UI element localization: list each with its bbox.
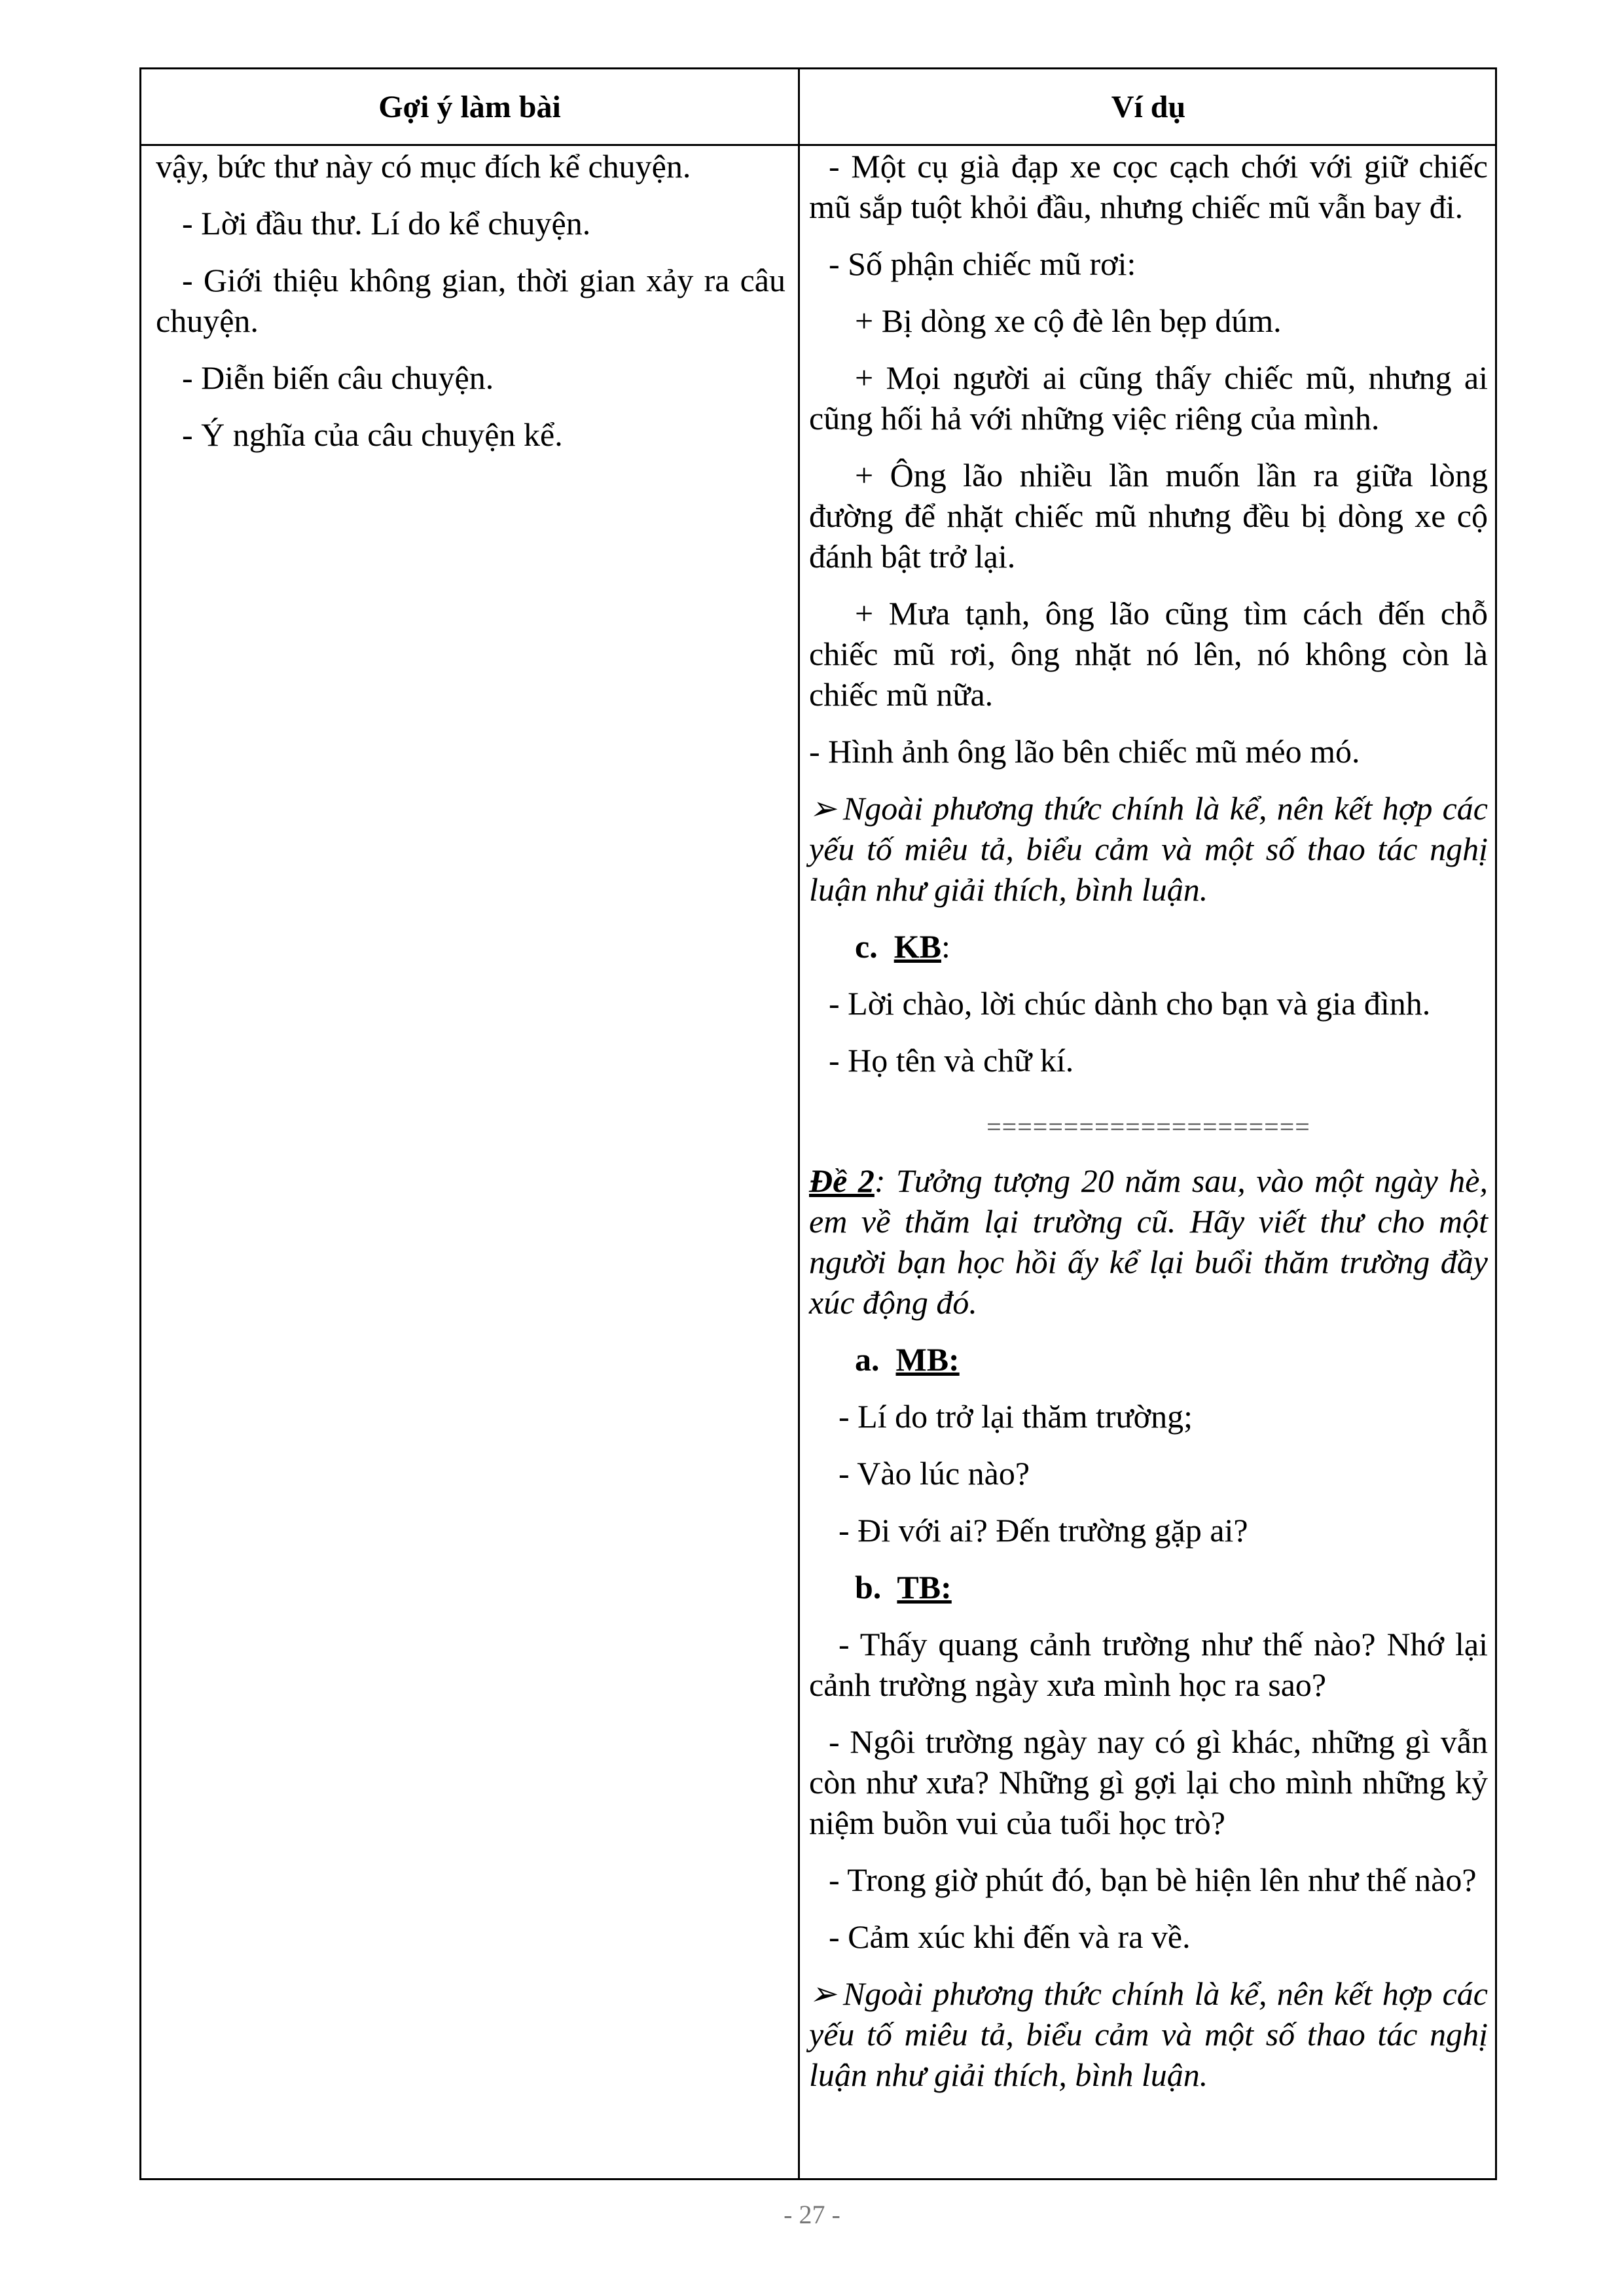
example-line: - Vào lúc nào? (839, 1455, 1030, 1492)
example-line: - Ngôi trường ngày nay có gì khác, những gì vẫn còn như xưa? Những gì gợi lại cho mình những kỷ niệm buồn vui của tuổi học trò? (809, 1723, 1488, 1841)
guide-line: - Giới thiệu không gian, thời gian xảy ra câu chuyện. (156, 262, 785, 339)
guide-line: - Lời đầu thư. Lí do kể chuyện. (182, 205, 591, 242)
page-number: - 27 - (784, 2200, 840, 2229)
example-line: + Mưa tạnh, ông lão cũng tìm cách đến chỗ chiếc mũ rơi, ông nhặt nó lên, nó không còn là chiếc mũ nữa. (809, 595, 1488, 713)
example-line: - Hình ảnh ông lão bên chiếc mũ méo mó. (809, 733, 1360, 770)
guide-line: - Ý nghĩa của câu chuyện kể. (182, 416, 563, 453)
topic-2: Đề 2: Tưởng tượng 20 năm sau, vào một ngày hè, em về thăm lại trường cũ. Hãy viết thư cho một người bạn học hồi ấy kể lại buổi thăm trường đầy xúc động đó. (809, 1162, 1489, 1321)
arrow-bullet-icon: ➢ (809, 1975, 837, 2012)
example-line: + Bị dòng xe cộ đè lên bẹp dúm. (855, 302, 1282, 339)
note-line: ➢ Ngoài phương thức chính là kể, nên kết hợp các yếu tố miêu tả, biểu cảm và một số thao tác nghị luận như giải thích, bình luận. (809, 788, 1488, 910)
table-header-row (141, 69, 1495, 146)
example-line: - Lí do trở lại thăm trường; (839, 1398, 1193, 1435)
example-line: - Lời chào, lời chúc dành cho bạn và gia đình. (829, 985, 1431, 1022)
note-line: ➢ Ngoài phương thức chính là kể, nên kết hợp các yếu tố miêu tả, biểu cảm và một số thao tác nghị luận như giải thích, bình luận. (809, 1973, 1488, 2095)
header-example: Ví dụ (1111, 89, 1186, 124)
section-heading-tb: b. TB: (855, 1569, 952, 1605)
example-line: - Đi với ai? Đến trường gặp ai? (839, 1512, 1248, 1549)
example-line: - Trong giờ phút đó, bạn bè hiện lên như thế nào? (829, 1861, 1477, 1898)
example-line: + Mọi người ai cũng thấy chiếc mũ, nhưng ai cũng hối hả với những việc riêng của mình. (809, 359, 1488, 437)
example-line: - Thấy quang cảnh trường như thế nào? Nhớ lại cảnh trường ngày xưa mình học ra sao? (809, 1626, 1488, 1703)
guide-column (156, 146, 785, 471)
section-heading-kb: c. KB: (855, 928, 950, 965)
example-line: - Số phận chiếc mũ rơi: (829, 245, 1136, 282)
example-line: + Ông lão nhiều lần muốn lần ra giữa lòng đường để nhặt chiếc mũ nhưng đều bị dòng xe cộ đánh bật trở lại. (809, 457, 1488, 575)
example-line: - Cảm xúc khi đến và ra về. (829, 1918, 1191, 1955)
section-heading-mb: a. MB: (855, 1341, 960, 1378)
example-column (809, 146, 1488, 2111)
separator: ===================== (986, 1112, 1310, 1141)
content-table (139, 67, 1497, 2180)
guide-line: vậy, bức thư này có mục đích kể chuyện. (156, 148, 691, 185)
example-line: - Họ tên và chữ kí. (829, 1042, 1074, 1079)
arrow-bullet-icon: ➢ (809, 790, 837, 827)
guide-line: - Diễn biến câu chuyện. (182, 359, 494, 396)
column-divider (798, 69, 800, 2178)
header-guide: Gợi ý làm bài (378, 89, 561, 124)
example-line: - Một cụ già đạp xe cọc cạch chới với giữ chiếc mũ sắp tuột khỏi đầu, nhưng chiếc mũ vẫn bay đi. (809, 148, 1488, 225)
